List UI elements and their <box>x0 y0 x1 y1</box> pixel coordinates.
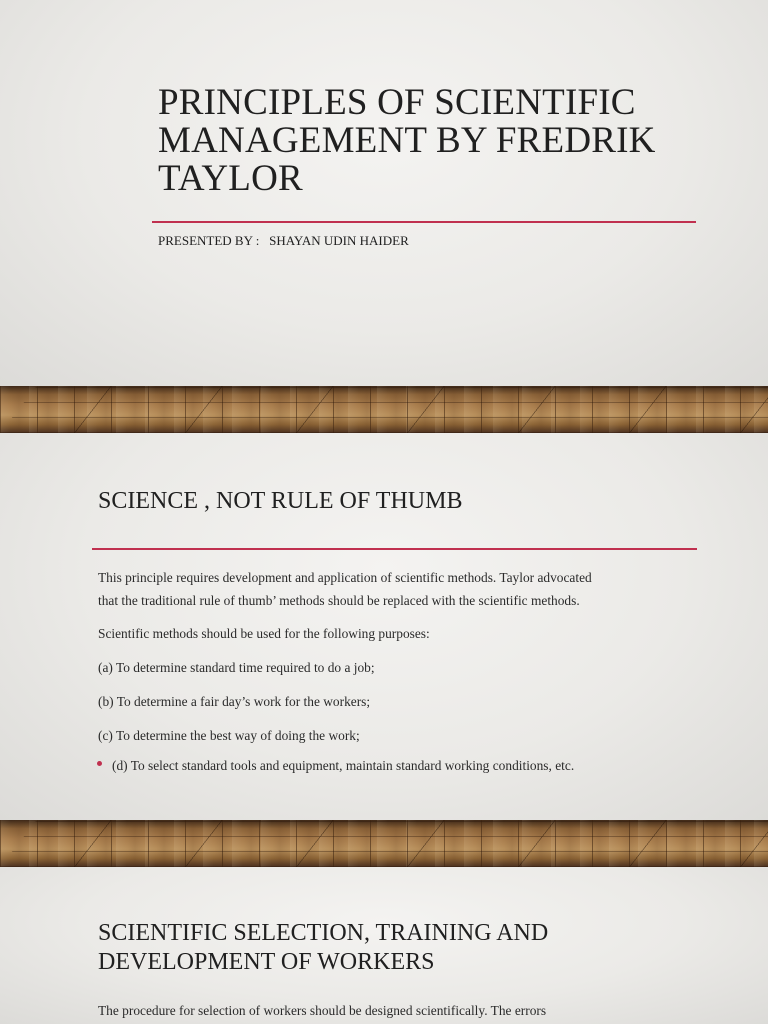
presentation-title: PRINCIPLES OF SCIENTIFIC MANAGEMENT BY FREDRIK TAYLOR <box>158 82 656 199</box>
wood-floor-decoration <box>0 386 768 433</box>
slide-heading: SCIENCE , NOT RULE OF THUMB <box>98 488 463 514</box>
heading-divider <box>92 548 697 550</box>
slide-science-not-rule-of-thumb[interactable] <box>0 433 768 820</box>
paragraph-line: This principle requires development and application of scientific methods. Taylor advocated <box>98 570 592 585</box>
list-item: (b) To determine a fair day’s work for the workers; <box>98 694 371 709</box>
slide-scientific-selection[interactable] <box>0 867 768 1024</box>
paragraph-line: The procedure for selection of workers should be designed scientifically. The errors <box>98 1003 547 1018</box>
title-divider <box>152 221 696 223</box>
purposes-intro: Scientific methods should be used for the following purposes: <box>98 626 430 641</box>
wood-floor-decoration <box>0 820 768 867</box>
presenter-credit: PRESENTED BY : SHAYAN UDIN HAIDER <box>158 233 409 248</box>
slide-title[interactable] <box>0 0 768 386</box>
list-item: (d) To select standard tools and equipment, maintain standard working conditions, etc. <box>112 758 575 773</box>
slide-heading: DEVELOPMENT OF WORKERS <box>98 949 435 975</box>
paragraph-line: that the traditional rule of thumb’ methods should be replaced with the scientific methods. <box>98 593 580 608</box>
list-item: (a) To determine standard time required to do a job; <box>98 660 375 675</box>
list-item: (c) To determine the best way of doing the work; <box>98 728 360 743</box>
bullet-icon <box>97 761 102 766</box>
slide-heading: SCIENTIFIC SELECTION, TRAINING AND <box>98 920 549 946</box>
